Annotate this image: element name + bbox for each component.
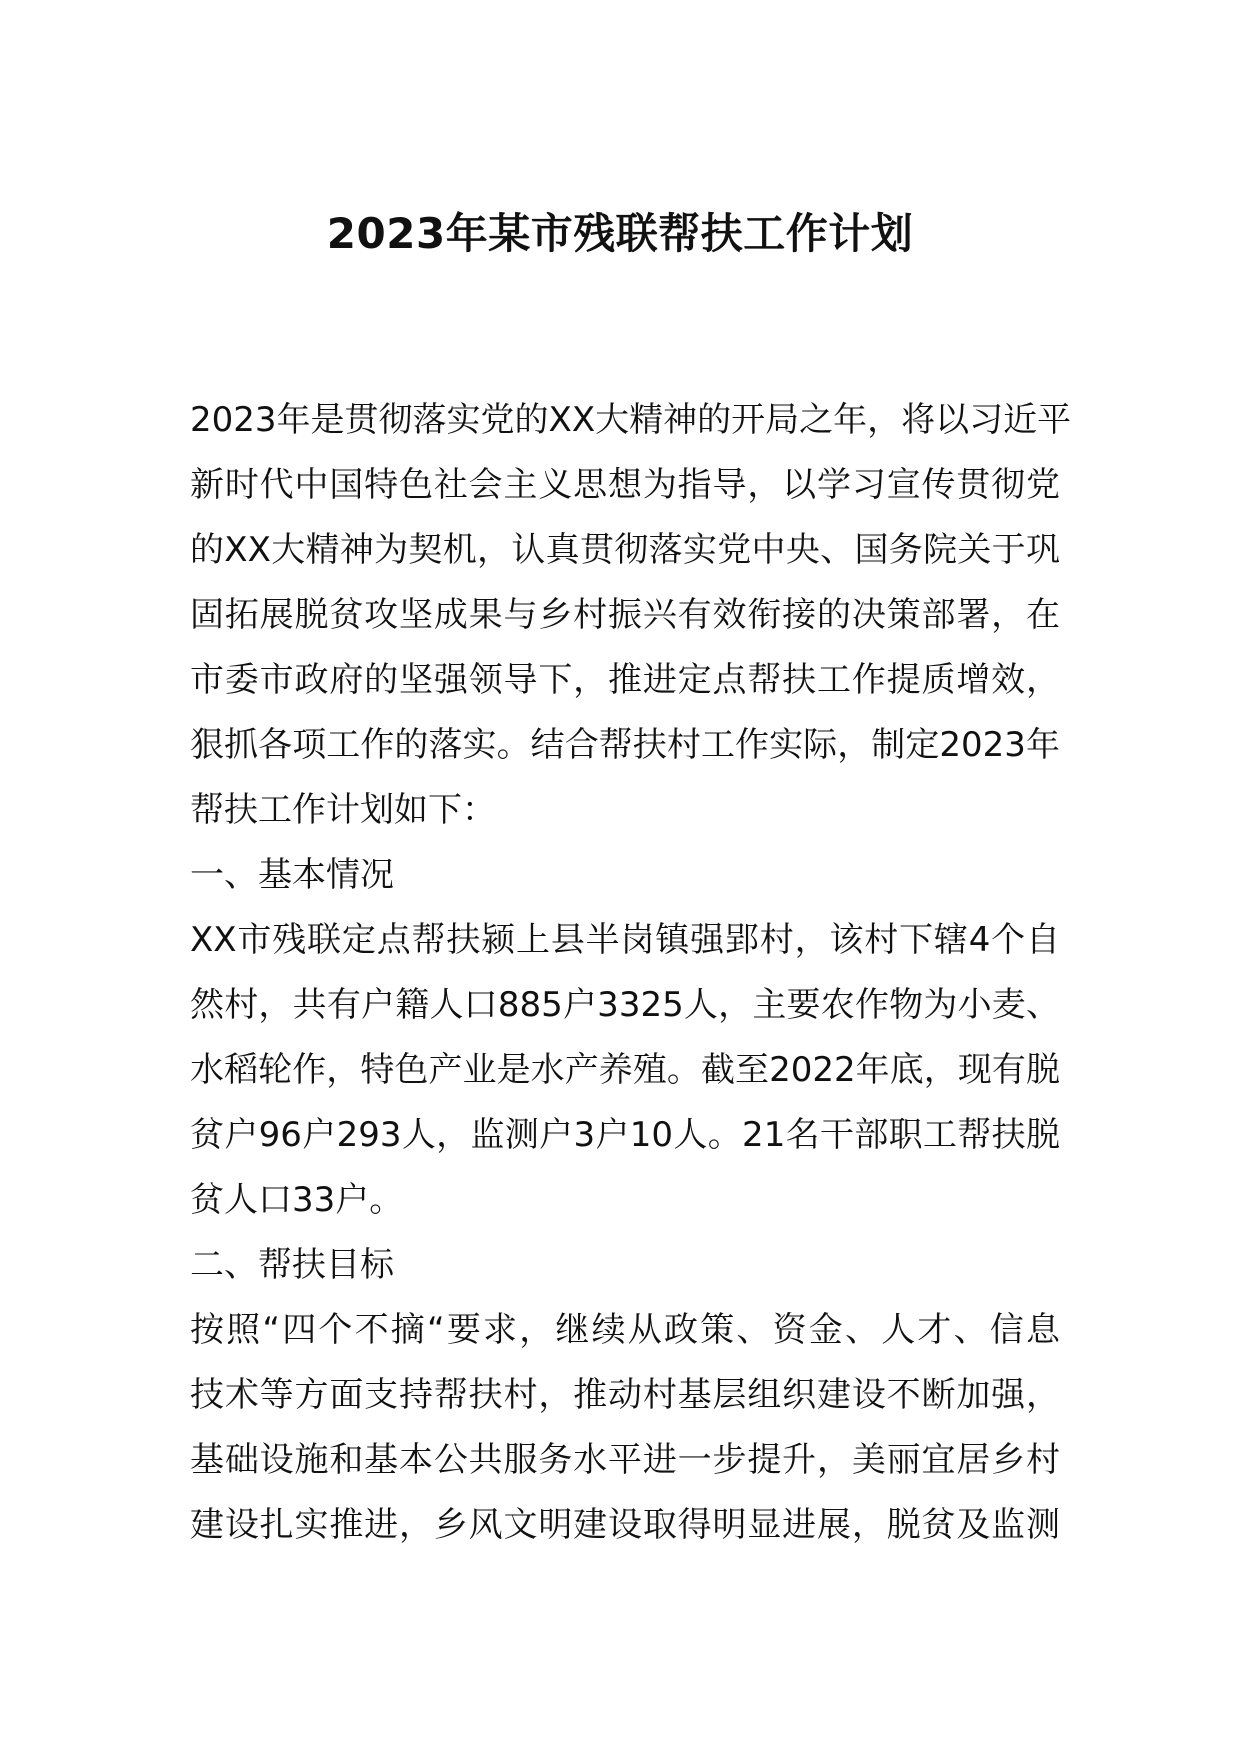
document-body — [190, 388, 1072, 1558]
text-line: 市委市政府的坚强领导下，推进定点帮扶工作提质增效， — [190, 660, 1060, 700]
text-line: 然村，共有户籍人口885户3325人，主要农作物为小麦、 — [190, 985, 1060, 1025]
text-line: 建设扎实推进，乡风文明建设取得明显进展，脱贫及监测 — [190, 1505, 1060, 1545]
section-heading-assistance-goals: 二、帮扶目标 — [190, 1245, 394, 1285]
paragraph-assistance-goals — [190, 1298, 1060, 1558]
text-line: 狠抓各项工作的落实。结合帮扶村工作实际，制定2023年 — [190, 725, 1060, 765]
text-line: XX市残联定点帮扶颍上县半岗镇强郢村，该村下辖4个自 — [190, 920, 1060, 960]
text-line: 水稻轮作，特色产业是水产养殖。截至2022年底，现有脱 — [190, 1050, 1060, 1090]
text-line: 贫人口33户。 — [190, 1180, 404, 1220]
text-line: 的XX大精神为契机，认真贯彻落实党中央、国务院关于巩 — [190, 530, 1060, 570]
text-line: 新时代中国特色社会主义思想为指导，以学习宣传贯彻党 — [190, 465, 1060, 505]
section-heading-basic-situation: 一、基本情况 — [190, 855, 394, 895]
paragraph-introduction — [190, 388, 1072, 843]
text-line: 帮扶工作计划如下： — [190, 790, 496, 830]
paragraph-basic-situation — [190, 908, 1060, 1233]
text-line: 固拓展脱贫攻坚成果与乡村振兴有效衔接的决策部署，在 — [190, 595, 1060, 635]
document-title: 2023年某市残联帮扶工作计划 — [326, 209, 914, 258]
text-line: 按照“四个不摘“要求，继续从政策、资金、人才、信息 — [190, 1310, 1060, 1350]
text-line: 基础设施和基本公共服务水平进一步提升，美丽宜居乡村 — [190, 1440, 1060, 1480]
text-line: 2023年是贯彻落实党的XX大精神的开局之年，将以习近平 — [190, 400, 1072, 440]
text-line: 技术等方面支持帮扶村，推动村基层组织建设不断加强， — [190, 1375, 1060, 1415]
text-line: 贫户96户293人，监测户3户10人。21名干部职工帮扶脱 — [190, 1115, 1060, 1155]
